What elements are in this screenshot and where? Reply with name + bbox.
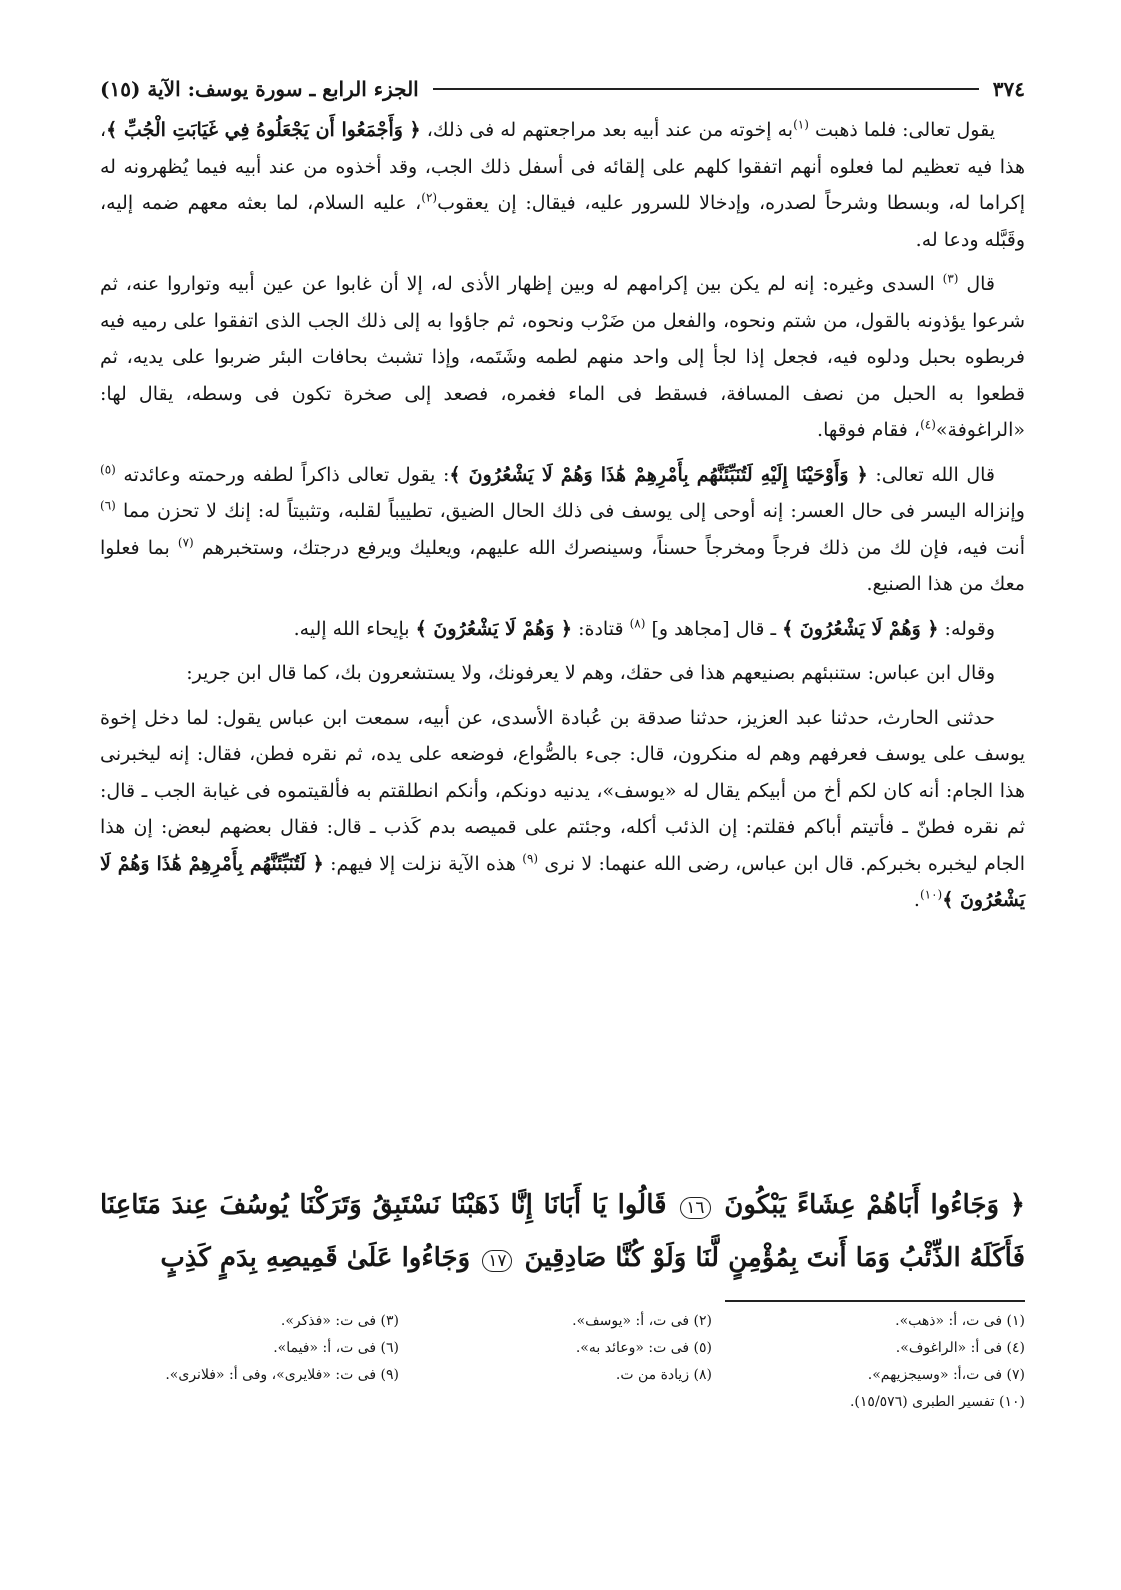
text-segment: : يقول تعالى ذاكراً لطفه ورحمته وعائدته — [115, 463, 450, 486]
text-segment: قال الله تعالى: — [867, 463, 995, 486]
footnote-ref: (٥) — [100, 462, 116, 477]
page-number: ٣٧٤ — [992, 77, 1025, 101]
quran-quote: ﴿ وَهُمْ لَا يَشْعُرُونَ ﴾ — [782, 617, 939, 640]
text-segment: يقول تعالى: فلما ذهبت — [808, 119, 995, 141]
footnote: (٦) فى ت، أ: «فيما». — [273, 1340, 399, 1356]
quran-quote: ﴿ وَأَجْمَعُوا أَن يَجْعَلُوهُ فِي غَيَابَتِ الْجُبِّ ﴾ — [106, 119, 421, 141]
text-segment: أنت فيه، فإن لك من ذلك فرجاً ومخرجاً حسناً، وسينصرك الله عليهم، ويعليك ويرفع درجتك، وستخبرهم — [193, 536, 1025, 559]
text-segment: السدى وغيره: إنه لم يكن بين إكرامهم له وبين إظهار الأذى له، إلا أن غابوا عن عين أبيه وتواروا عنه، ثم شرعوا يؤذونه بالقول، من شتم ونحوه، والفعل من ضَرْب ونحوه، ثم جاؤوا به إلى ذلك الجب الذى اتفقوا على رميه فيه فربطوه بحبل ودلوه فيه، فجعل إذا لجأ إلى واحد منهم لطمه وشَتَمه، وإذا تشبث بحافات البئر ضربوا على يديه، ثم قطعوا به الحبل من نصف المسافة، فسقط فى الماء فغمره، فصعد إلى صخرة تكون فى وسطه، يقال لها: «الراغوفة» — [100, 273, 1025, 441]
text-segment: به إخوته من عند أبيه بعد مراجعتهم له فى ذلك، — [420, 119, 794, 141]
footnote: (٣) فى ت: «فذكر». — [280, 1313, 399, 1329]
footnote-rule — [725, 1300, 1025, 1302]
footnote-ref: (٩) — [522, 851, 539, 866]
footnote-ref: (١٠) — [919, 887, 943, 902]
footnote-ref: (٢) — [421, 190, 438, 205]
footnotes — [100, 1308, 1025, 1416]
footnote: (٤) فى أ: «الراغوف». — [895, 1340, 1025, 1356]
footnote-ref: (٣) — [942, 271, 959, 286]
footnote: (١) فى ت، أ: «ذهب». — [895, 1313, 1025, 1329]
text-segment: ، فقام فوقها. — [817, 419, 921, 441]
footnote: (٢) فى ت، أ: «يوسف». — [572, 1313, 712, 1329]
verse-text: وَجَاءُوا عَلَىٰ قَمِيصِهِ بِدَمٍ كَذِبٍ — [160, 1243, 471, 1273]
verse-text: قَالُوا يَا أَبَانَا إِنَّا ذَهَبْنَا نَسْتَبِقُ وَتَرَكْنَا يُوسُفَ عِندَ مَتَاعِنَا فَأَكَلَهُ الذِّئْبُ وَمَا أَنتَ بِمُؤْمِنٍ لَّنَا وَلَوْ كُنَّا صَادِقِينَ — [100, 1190, 1025, 1273]
text-segment: وقال ابن عباس: ستنبئهم بصنيعهم هذا فى حقك، وهم لا يعرفونك، ولا يستشعرون بك، كما قال ابن جرير: — [186, 662, 995, 684]
quran-quote: ﴿ وَهُمْ لَا يَشْعُرُونَ ﴾ — [415, 617, 573, 640]
text-segment: وقوله: — [938, 617, 995, 640]
verse-number-marker: ١٦ — [680, 1197, 710, 1219]
quran-quote: ﴿ وَأَوْحَيْنَا إِلَيْهِ لَتُنَبِّئَنَّهُم بِأَمْرِهِمْ هَٰذَا وَهُمْ لَا يَشْعُرُونَ ﴾ — [449, 463, 868, 486]
footnote: (٧) فى ت،أ: «وسيجزيهم». — [867, 1367, 1025, 1383]
footnote-ref: (٧) — [177, 535, 194, 550]
body-text — [100, 112, 1025, 927]
verse-text: ﴿ وَجَاءُوا أَبَاهُمْ عِشَاءً يَبْكُونَ — [724, 1190, 1025, 1220]
quran-quote: ﴿ لَتُنَبِّئَنَّهُم بِأَمْرِهِمْ هَٰذَا وَهُمْ لَا يَشْعُرُونَ ﴾ — [100, 852, 1025, 911]
footnote: (٨) زيادة من ت. — [615, 1367, 712, 1383]
paragraph — [100, 266, 1025, 449]
text-segment: وإنزاله اليسر فى حال العسر: إنه أوحى إلى يوسف فى ذلك الحال الضيق، تطييباً لقلبه، وتثبيتاً له: إنك لا تحزن مما — [115, 500, 1025, 522]
paragraph — [100, 112, 1025, 258]
paragraph — [100, 611, 1025, 648]
paragraph — [100, 655, 1025, 692]
text-segment: بإيحاء الله إليه. — [293, 617, 416, 640]
text-segment: ـ قال [مجاهد و] — [645, 617, 783, 640]
text-segment: ، هذا فيه تعظيم لما فعلوه أنهم اتفقوا كلهم على إلقائه فى أسفل ذلك الجب، وقد أخذوه من عند أبيه فيما يُظهرونه له إكراما له، وبسطا وشرحاً لصدره، وإدخالا للسرور عليه، فيقال: إن يعقوب — [100, 119, 1025, 214]
footnote-ref: (٦) — [100, 498, 116, 513]
running-header — [100, 72, 1025, 106]
header-rule — [433, 88, 979, 90]
verse-number-marker: ١٧ — [482, 1250, 512, 1272]
text-segment: حدثنى الحارث، حدثنا عبد العزيز، حدثنا صدقة بن عُبادة الأسدى، عن أبيه، سمعت ابن عباس يقول: لما دخل إخوة يوسف على يوسف فعرفهم وهم له منكرون، قال: جىء بالصُّواع، فوضعه على يده، ثم نقره فطن، فقال: إنه ليخبرنى هذا الجام: أنه كان لكم أخ من أبيكم يقال له «يوسف»، يدنيه دونكم، وأنكم انطلقتم به فألقيتموه فى غيابة الجب ـ قال: ثم نقره فطنّ ـ فأتيتم أباكم فقلتم: إن الذئب أكله، وجئتم على قميصه بدم كَذب ـ قال: فقال بعضهم لبعض: إن هذا الجام ليخبره بخبركم. قال ابن عباس، رضى الله عنهما: لا نرى — [100, 706, 1026, 875]
text-segment: ، عليه السلام، لما بعثه معهم ضمه إليه، وقَبَّله ودعا له. — [100, 192, 1025, 251]
text-segment: قال — [958, 273, 996, 295]
quran-verse-block — [100, 1180, 1025, 1286]
text-segment: . — [913, 889, 920, 911]
header-title: الجزء الرابع ـ سورة يوسف: الآية (١٥) — [100, 77, 419, 101]
footnote-ref: (٨) — [629, 616, 646, 631]
text-segment: هذه الآية نزلت إلا فيهم: — [323, 852, 523, 875]
text-segment: بما فعلوا معك من هذا الصنيع. — [100, 536, 1025, 595]
footnote: (٩) فى ت: «فلايرى»، وفى أ: «فلانرى». — [165, 1367, 399, 1383]
footnote: (١٠) تفسير الطبرى (١٥/٥٧٦). — [849, 1394, 1025, 1410]
footnote: (٥) فى ت: «وعائد به». — [575, 1340, 712, 1356]
footnote-ref: (٤) — [920, 417, 936, 432]
footnote-ref: (١) — [793, 117, 809, 132]
text-segment: قتادة: — [572, 617, 630, 640]
paragraph — [100, 700, 1025, 919]
paragraph — [100, 457, 1025, 603]
